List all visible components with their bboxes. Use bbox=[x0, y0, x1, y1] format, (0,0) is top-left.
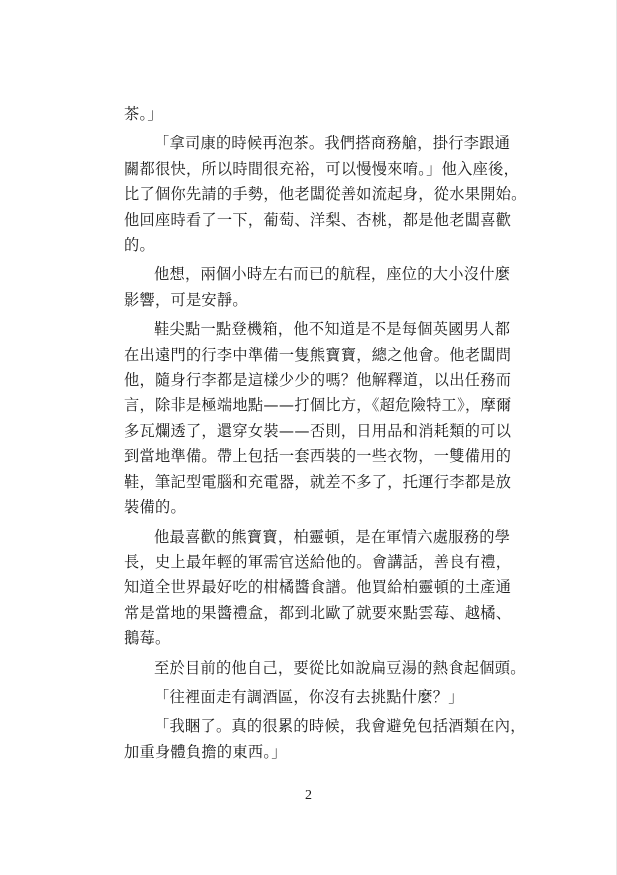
text-line: 關都很快，所以時間很充裕，可以慢慢來唷。」他入座後， bbox=[124, 159, 520, 178]
text-line: 「我睏了。真的很累的時候，我會避免包括酒類在內， bbox=[154, 717, 526, 736]
text-line: 至於目前的他自己，要從比如說扁豆湯的熱食起個頭。 bbox=[154, 658, 526, 677]
text-line: 在出遠門的行李中準備一隻熊寶寶，總之他會。他老闆問 bbox=[124, 345, 512, 364]
text-line: 「往裡面走有調酒區，你沒有去挑點什麼？」 bbox=[154, 687, 464, 706]
text-line: 言，除非是極端地點——打個比方，《超危險特工》，摩爾 bbox=[124, 396, 512, 415]
text-line: 鞋尖點一點登機箱，他不知道是不是每個英國男人都 bbox=[154, 320, 511, 339]
text-line: 裝備的。 bbox=[124, 498, 186, 517]
text-line: 他回座時看了一下，葡萄、洋梨、杏桃，都是他老闆喜歡 bbox=[124, 210, 512, 229]
text-line: 的。 bbox=[124, 236, 155, 255]
text-line: 「拿司康的時候再泡茶。我們搭商務艙，掛行李跟通 bbox=[154, 134, 511, 153]
text-line: 到當地準備。帶上包括一套西裝的一些衣物，一雙備用的 bbox=[124, 447, 512, 466]
paragraph bbox=[124, 714, 526, 765]
paragraph bbox=[124, 317, 512, 520]
text-line: 加重身體負擔的東西。」 bbox=[124, 742, 287, 761]
text-line: 他最喜歡的熊寶寶，柏靈頓，是在軍情六處服務的學 bbox=[154, 527, 511, 546]
text-line: 他想，兩個小時左右而已的航程，座位的大小沒什麼 bbox=[154, 265, 511, 284]
paragraph bbox=[124, 102, 504, 127]
page-number: 2 bbox=[305, 788, 312, 803]
text-line: 常是當地的果醬禮盒，都到北歐了就要來點雲莓、越橘、 bbox=[124, 603, 512, 622]
text-line: 鵝莓。 bbox=[124, 629, 171, 648]
paragraph bbox=[124, 685, 504, 710]
text-line: 他，隨身行李都是這樣少少的嗎？他解釋道，以出任務而 bbox=[124, 371, 512, 390]
text-line: 比了個你先請的手勢，他老闆從善如流起身，從水果開始。 bbox=[124, 185, 527, 204]
text-line: 影響，可是安靜。 bbox=[124, 290, 248, 309]
text-line: 長，史上最年輕的軍需官送給他的。會講話，善良有禮， bbox=[124, 552, 512, 571]
body-text bbox=[124, 102, 527, 765]
text-line: 鞋，筆記型電腦和充電器，就差不多了，托運行李都是放 bbox=[124, 472, 512, 491]
paragraph bbox=[124, 656, 526, 681]
paragraph bbox=[124, 525, 512, 652]
text-line: 多瓦爛透了，還穿女裝——否則，日用品和消耗類的可以 bbox=[124, 421, 512, 440]
paragraph bbox=[124, 131, 527, 258]
text-line: 知道全世界最好吃的柑橘醬食譜。他買給柏靈頓的土產通 bbox=[124, 578, 512, 597]
paragraph bbox=[124, 262, 511, 313]
text-line: 茶。」 bbox=[124, 105, 163, 123]
